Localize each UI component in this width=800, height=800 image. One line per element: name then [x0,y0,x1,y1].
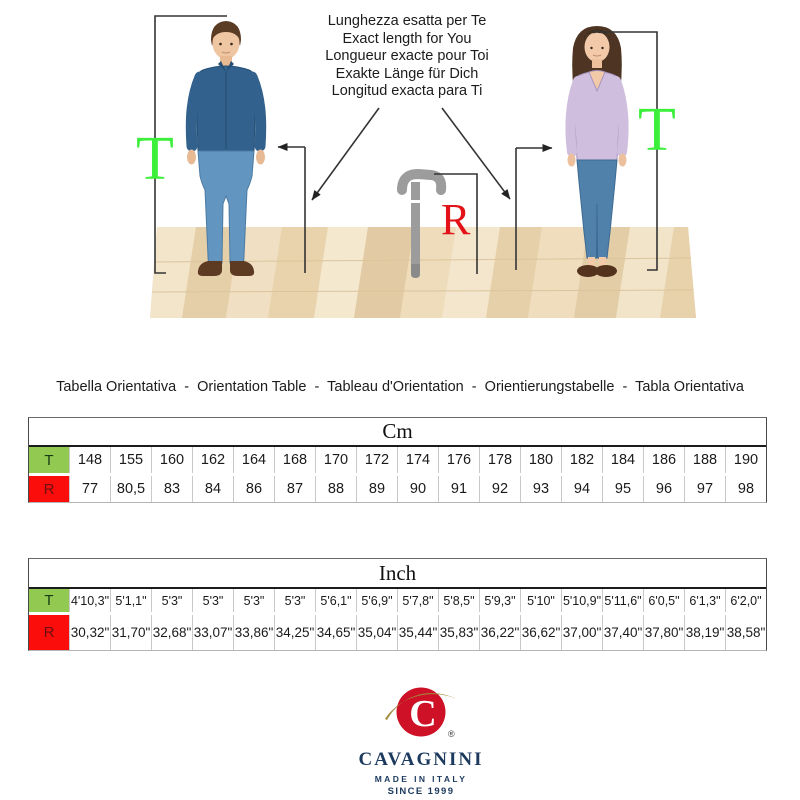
table-cell: 5'10,9" [561,589,602,612]
table-cell: 31,70" [110,615,151,650]
cm-row-height [29,447,766,473]
table-cell: 160 [151,447,192,473]
table-cell: 5'6,1" [315,589,356,612]
table-cell: 6'0,5" [643,589,684,612]
inch-cane-values [69,615,766,650]
headline-line-fr: Longueur exacte pour Toi [325,48,489,64]
table-cell: 182 [561,447,602,473]
cm-row-label-t: T [29,447,69,473]
table-cell: 5'7,8" [397,589,438,612]
inch-row-height [29,589,766,612]
cane-handle [402,174,441,190]
logo-emblem [346,684,496,742]
table-cell: 37,80" [643,615,684,650]
table-cell: 35,83" [438,615,479,650]
table-cell: 180 [520,447,561,473]
table-cell: 37,40" [602,615,643,650]
table-cell: 5'9,3" [479,589,520,612]
table-cell: 5'11,6" [602,589,643,612]
made-in-italy: MADE IN ITALY [374,774,468,784]
table-cell: 83 [151,476,192,502]
cm-height-values [69,447,766,473]
table-cell: 93 [520,476,561,502]
height-label-t-man: T [136,125,174,193]
headline-line-de: Exakte Länge für Dich [335,65,479,82]
table-cell: 184 [602,447,643,473]
table-cell: 5'8,5" [438,589,479,612]
woman-left-hand [568,154,576,167]
table-cell: 186 [643,447,684,473]
table-cell: 88 [315,476,356,502]
table-cell: 188 [684,447,725,473]
table-cell: 5'3" [192,589,233,612]
table-cell: 84 [192,476,233,502]
text-arrow-right [442,108,510,199]
cm-table [28,417,767,503]
table-cell: 164 [233,447,274,473]
table-cell: 4'10,3" [69,589,110,612]
table-cell: 80,5 [110,476,151,502]
logo-monogram: C [409,693,437,735]
table-cell: 90 [397,476,438,502]
table-cell: 95 [602,476,643,502]
table-cell: 91 [438,476,479,502]
registered-mark: ® [448,729,455,739]
inch-row-label-t: T [29,589,69,612]
table-cell: 155 [110,447,151,473]
headline-line-es: Longitud exacta para Ti [331,83,483,99]
table-cell: 97 [684,476,725,502]
brand-name: CAVAGNINI [358,749,484,770]
cm-row-label-r: R [29,476,69,502]
table-cell: 6'1,3" [684,589,725,612]
since-1999: SINCE 1999 [387,786,455,797]
man-left-hand [187,150,196,165]
table-cell: 35,04" [356,615,397,650]
cane-label-r: R [441,195,471,244]
cm-row-cane [29,476,766,502]
orientation-table-title: Tabella Orientativa - Orientation Table - Tableau d'Orientation - Orientierungstabelle - Tabla Orientativa [56,379,744,395]
table-cell: 77 [69,476,110,502]
cane-ferrule [411,264,420,278]
woman-neck [592,59,602,68]
table-cell: 5'3" [151,589,192,612]
inch-table-header: Inch [29,559,766,589]
table-cell: 33,07" [192,615,233,650]
cm-table-header: Cm [29,418,766,447]
table-cell: 33,86" [233,615,274,650]
table-cell: 162 [192,447,233,473]
table-cell: 36,22" [479,615,520,650]
headline-line-en: Exact length for You [342,30,472,47]
height-label-t-woman: T [638,96,676,164]
table-cell: 35,44" [397,615,438,650]
inch-row-label-r: R [29,615,69,650]
text-arrow-left [312,108,379,200]
table-cell: 87 [274,476,315,502]
man-right-hand [256,150,265,165]
headline-text [252,13,562,101]
inch-row-cane [29,615,766,650]
table-cell: 96 [643,476,684,502]
table-cell: 36,62" [520,615,561,650]
table-cell: 38,58" [725,615,766,650]
table-cell: 34,25" [274,615,315,650]
cm-cane-values [69,476,766,502]
table-cell: 6'2,0" [725,589,766,612]
woman-right-hand [619,154,627,167]
table-cell: 5'3" [233,589,274,612]
table-cell: 34,65" [315,615,356,650]
table-cell: 168 [274,447,315,473]
woman-right-flat [595,265,617,277]
table-cell: 37,00" [561,615,602,650]
table-cell: 5'6,9" [356,589,397,612]
table-cell: 174 [397,447,438,473]
table-cell: 148 [69,447,110,473]
table-cell: 89 [356,476,397,502]
table-cell: 5'3" [274,589,315,612]
woman-head [585,32,610,62]
brand-logo [346,684,496,797]
table-cell: 5'10" [520,589,561,612]
inch-table [28,558,767,651]
headline-line-it: Lunghezza esatta per Te [327,13,487,29]
measurement-scene [0,0,800,340]
table-cell: 176 [438,447,479,473]
table-cell: 30,32" [69,615,110,650]
table-cell: 94 [561,476,602,502]
table-cell: 92 [479,476,520,502]
table-cell: 178 [479,447,520,473]
table-cell: 32,68" [151,615,192,650]
table-cell: 38,19" [684,615,725,650]
table-cell: 86 [233,476,274,502]
inch-height-values [69,589,766,612]
cane-shaft [411,182,420,264]
table-cell: 190 [725,447,766,473]
table-cell: 172 [356,447,397,473]
table-cell: 98 [725,476,766,502]
table-cell: 170 [315,447,356,473]
table-cell: 5'1,1" [110,589,151,612]
